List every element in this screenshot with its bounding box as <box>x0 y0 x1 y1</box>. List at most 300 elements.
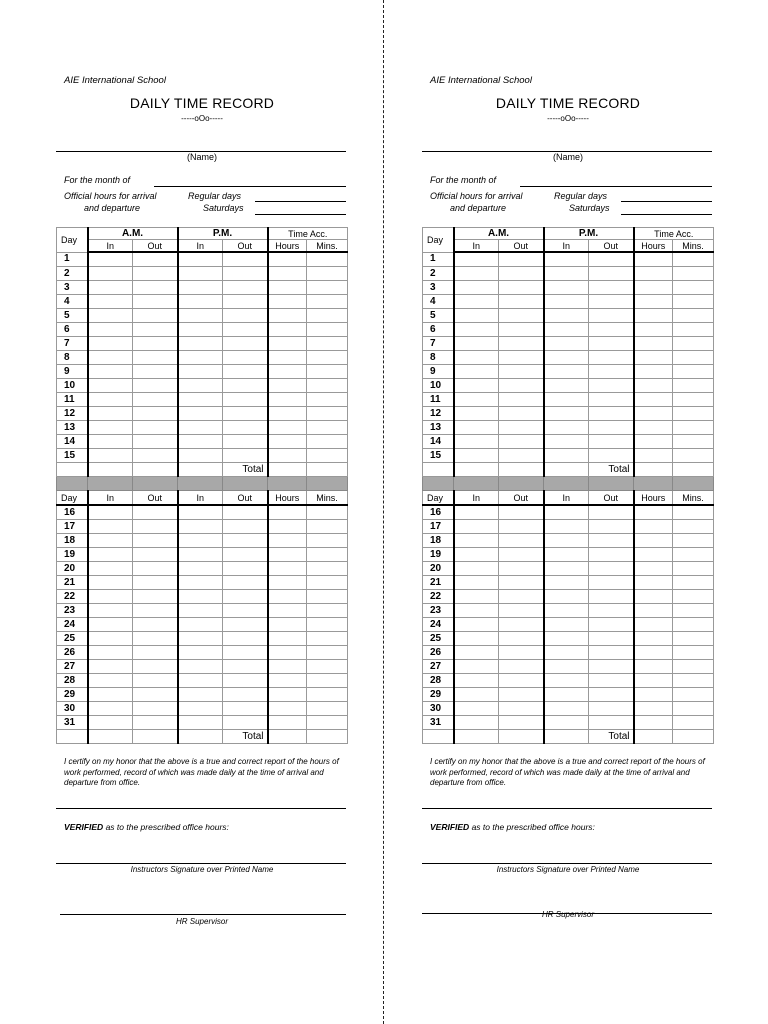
pm-out-cell[interactable] <box>223 449 268 463</box>
mins-cell[interactable] <box>673 505 714 520</box>
am-out-cell[interactable] <box>499 604 544 618</box>
hours-cell[interactable] <box>634 716 673 730</box>
am-out-cell[interactable] <box>499 421 544 435</box>
hours-cell[interactable] <box>268 281 307 295</box>
mins-cell[interactable] <box>307 337 348 351</box>
pm-in-cell[interactable] <box>544 646 589 660</box>
am-in-cell[interactable] <box>454 674 499 688</box>
hours-cell[interactable] <box>268 252 307 267</box>
am-out-cell[interactable] <box>499 590 544 604</box>
pm-in-cell[interactable] <box>544 576 589 590</box>
hours-cell[interactable] <box>268 520 307 534</box>
hours-cell[interactable] <box>268 323 307 337</box>
pm-out-cell[interactable] <box>223 534 268 548</box>
hours-cell[interactable] <box>268 267 307 281</box>
pm-out-cell[interactable] <box>223 323 268 337</box>
am-in-cell[interactable] <box>454 267 499 281</box>
pm-out-cell[interactable] <box>589 702 634 716</box>
mins-cell[interactable] <box>307 505 348 520</box>
pm-out-cell[interactable] <box>589 337 634 351</box>
pm-in-cell[interactable] <box>178 576 223 590</box>
am-in-cell[interactable] <box>88 435 133 449</box>
am-in-cell[interactable] <box>88 548 133 562</box>
pm-in-cell[interactable] <box>178 281 223 295</box>
pm-out-cell[interactable] <box>223 548 268 562</box>
mins-cell[interactable] <box>307 393 348 407</box>
pm-in-cell[interactable] <box>178 295 223 309</box>
pm-out-cell[interactable] <box>223 435 268 449</box>
mins-cell[interactable] <box>673 393 714 407</box>
pm-out-cell[interactable] <box>589 562 634 576</box>
pm-in-cell[interactable] <box>544 716 589 730</box>
pm-out-cell[interactable] <box>589 393 634 407</box>
am-out-cell[interactable] <box>133 688 178 702</box>
am-out-cell[interactable] <box>499 435 544 449</box>
hours-cell[interactable] <box>268 604 307 618</box>
hours-cell[interactable] <box>634 604 673 618</box>
am-out-cell[interactable] <box>133 576 178 590</box>
pm-out-cell[interactable] <box>223 576 268 590</box>
hours-cell[interactable] <box>634 252 673 267</box>
mins-cell[interactable] <box>673 449 714 463</box>
am-in-cell[interactable] <box>88 520 133 534</box>
am-in-cell[interactable] <box>88 646 133 660</box>
am-in-cell[interactable] <box>454 548 499 562</box>
pm-out-cell[interactable] <box>589 618 634 632</box>
am-out-cell[interactable] <box>499 323 544 337</box>
am-in-cell[interactable] <box>88 309 133 323</box>
saturdays-line[interactable] <box>255 214 346 215</box>
pm-out-cell[interactable] <box>589 351 634 365</box>
hours-cell[interactable] <box>268 337 307 351</box>
total-hours-cell[interactable] <box>634 463 673 477</box>
hours-cell[interactable] <box>634 674 673 688</box>
pm-in-cell[interactable] <box>544 267 589 281</box>
am-in-cell[interactable] <box>88 365 133 379</box>
mins-cell[interactable] <box>673 548 714 562</box>
mins-cell[interactable] <box>673 281 714 295</box>
mins-cell[interactable] <box>307 252 348 267</box>
pm-out-cell[interactable] <box>223 407 268 421</box>
am-out-cell[interactable] <box>133 674 178 688</box>
hours-cell[interactable] <box>268 688 307 702</box>
pm-out-cell[interactable] <box>589 323 634 337</box>
am-out-cell[interactable] <box>499 688 544 702</box>
mins-cell[interactable] <box>307 646 348 660</box>
pm-out-cell[interactable] <box>589 646 634 660</box>
am-in-cell[interactable] <box>454 702 499 716</box>
am-in-cell[interactable] <box>454 407 499 421</box>
am-out-cell[interactable] <box>499 534 544 548</box>
hours-cell[interactable] <box>634 618 673 632</box>
hours-cell[interactable] <box>634 646 673 660</box>
total-mins-cell[interactable] <box>673 730 714 744</box>
mins-cell[interactable] <box>307 323 348 337</box>
pm-out-cell[interactable] <box>223 660 268 674</box>
pm-out-cell[interactable] <box>589 660 634 674</box>
am-in-cell[interactable] <box>454 618 499 632</box>
pm-out-cell[interactable] <box>589 548 634 562</box>
mins-cell[interactable] <box>673 323 714 337</box>
pm-out-cell[interactable] <box>223 295 268 309</box>
am-out-cell[interactable] <box>499 520 544 534</box>
pm-in-cell[interactable] <box>178 646 223 660</box>
mins-cell[interactable] <box>673 407 714 421</box>
pm-out-cell[interactable] <box>223 646 268 660</box>
am-out-cell[interactable] <box>499 674 544 688</box>
am-out-cell[interactable] <box>133 309 178 323</box>
am-out-cell[interactable] <box>499 309 544 323</box>
mins-cell[interactable] <box>307 688 348 702</box>
am-in-cell[interactable] <box>454 295 499 309</box>
pm-out-cell[interactable] <box>223 421 268 435</box>
am-out-cell[interactable] <box>133 393 178 407</box>
pm-out-cell[interactable] <box>589 534 634 548</box>
am-in-cell[interactable] <box>454 309 499 323</box>
mins-cell[interactable] <box>673 421 714 435</box>
pm-in-cell[interactable] <box>178 548 223 562</box>
hours-cell[interactable] <box>634 393 673 407</box>
mins-cell[interactable] <box>673 660 714 674</box>
mins-cell[interactable] <box>307 632 348 646</box>
am-out-cell[interactable] <box>499 449 544 463</box>
mins-cell[interactable] <box>307 548 348 562</box>
am-in-cell[interactable] <box>88 337 133 351</box>
pm-out-cell[interactable] <box>589 688 634 702</box>
am-in-cell[interactable] <box>454 281 499 295</box>
hours-cell[interactable] <box>268 702 307 716</box>
mins-cell[interactable] <box>307 604 348 618</box>
hours-cell[interactable] <box>634 435 673 449</box>
total-hours-cell[interactable] <box>268 463 307 477</box>
pm-in-cell[interactable] <box>178 337 223 351</box>
am-out-cell[interactable] <box>133 534 178 548</box>
pm-in-cell[interactable] <box>178 407 223 421</box>
pm-in-cell[interactable] <box>178 618 223 632</box>
am-out-cell[interactable] <box>133 590 178 604</box>
pm-in-cell[interactable] <box>544 295 589 309</box>
am-out-cell[interactable] <box>133 562 178 576</box>
hours-cell[interactable] <box>268 505 307 520</box>
mins-cell[interactable] <box>307 421 348 435</box>
hours-cell[interactable] <box>268 618 307 632</box>
am-in-cell[interactable] <box>88 660 133 674</box>
pm-in-cell[interactable] <box>544 379 589 393</box>
pm-out-cell[interactable] <box>589 520 634 534</box>
pm-out-cell[interactable] <box>589 309 634 323</box>
pm-in-cell[interactable] <box>544 674 589 688</box>
pm-in-cell[interactable] <box>544 435 589 449</box>
am-out-cell[interactable] <box>133 267 178 281</box>
am-out-cell[interactable] <box>133 632 178 646</box>
mins-cell[interactable] <box>307 590 348 604</box>
pm-out-cell[interactable] <box>589 716 634 730</box>
am-out-cell[interactable] <box>499 365 544 379</box>
hours-cell[interactable] <box>268 548 307 562</box>
hours-cell[interactable] <box>634 351 673 365</box>
pm-in-cell[interactable] <box>544 632 589 646</box>
pm-out-cell[interactable] <box>223 393 268 407</box>
pm-in-cell[interactable] <box>544 534 589 548</box>
mins-cell[interactable] <box>673 267 714 281</box>
am-out-cell[interactable] <box>499 618 544 632</box>
hours-cell[interactable] <box>634 267 673 281</box>
am-in-cell[interactable] <box>454 646 499 660</box>
certify-signature-line[interactable] <box>422 808 712 809</box>
mins-cell[interactable] <box>307 351 348 365</box>
am-out-cell[interactable] <box>133 646 178 660</box>
saturdays-line[interactable] <box>621 214 712 215</box>
hours-cell[interactable] <box>268 351 307 365</box>
am-out-cell[interactable] <box>133 618 178 632</box>
mins-cell[interactable] <box>307 407 348 421</box>
pm-in-cell[interactable] <box>178 309 223 323</box>
am-in-cell[interactable] <box>454 365 499 379</box>
hours-cell[interactable] <box>634 534 673 548</box>
pm-out-cell[interactable] <box>223 379 268 393</box>
pm-in-cell[interactable] <box>178 435 223 449</box>
am-in-cell[interactable] <box>88 393 133 407</box>
pm-out-cell[interactable] <box>223 267 268 281</box>
pm-out-cell[interactable] <box>223 505 268 520</box>
hours-cell[interactable] <box>268 435 307 449</box>
mins-cell[interactable] <box>673 688 714 702</box>
pm-in-cell[interactable] <box>178 674 223 688</box>
mins-cell[interactable] <box>673 618 714 632</box>
am-out-cell[interactable] <box>499 379 544 393</box>
am-out-cell[interactable] <box>499 702 544 716</box>
mins-cell[interactable] <box>307 267 348 281</box>
hours-cell[interactable] <box>268 660 307 674</box>
am-in-cell[interactable] <box>88 562 133 576</box>
mins-cell[interactable] <box>673 632 714 646</box>
pm-in-cell[interactable] <box>544 281 589 295</box>
total-mins-cell[interactable] <box>673 463 714 477</box>
am-in-cell[interactable] <box>454 449 499 463</box>
pm-out-cell[interactable] <box>223 674 268 688</box>
mins-cell[interactable] <box>307 295 348 309</box>
pm-in-cell[interactable] <box>544 337 589 351</box>
am-in-cell[interactable] <box>454 505 499 520</box>
pm-in-cell[interactable] <box>544 702 589 716</box>
pm-out-cell[interactable] <box>589 435 634 449</box>
am-in-cell[interactable] <box>88 604 133 618</box>
am-out-cell[interactable] <box>499 295 544 309</box>
am-out-cell[interactable] <box>499 716 544 730</box>
pm-out-cell[interactable] <box>223 351 268 365</box>
am-out-cell[interactable] <box>133 702 178 716</box>
month-line[interactable] <box>154 186 346 187</box>
am-out-cell[interactable] <box>499 660 544 674</box>
mins-cell[interactable] <box>673 351 714 365</box>
pm-in-cell[interactable] <box>178 716 223 730</box>
mins-cell[interactable] <box>673 562 714 576</box>
mins-cell[interactable] <box>307 618 348 632</box>
mins-cell[interactable] <box>307 449 348 463</box>
am-in-cell[interactable] <box>454 562 499 576</box>
pm-out-cell[interactable] <box>589 407 634 421</box>
am-in-cell[interactable] <box>454 379 499 393</box>
am-out-cell[interactable] <box>133 295 178 309</box>
am-in-cell[interactable] <box>88 576 133 590</box>
pm-in-cell[interactable] <box>178 351 223 365</box>
pm-in-cell[interactable] <box>544 548 589 562</box>
hours-cell[interactable] <box>268 716 307 730</box>
hours-cell[interactable] <box>268 576 307 590</box>
am-in-cell[interactable] <box>88 590 133 604</box>
hours-cell[interactable] <box>634 449 673 463</box>
pm-in-cell[interactable] <box>544 323 589 337</box>
am-in-cell[interactable] <box>88 323 133 337</box>
total-mins-cell[interactable] <box>307 463 348 477</box>
total-mins-cell[interactable] <box>307 730 348 744</box>
pm-in-cell[interactable] <box>544 421 589 435</box>
hours-cell[interactable] <box>634 576 673 590</box>
mins-cell[interactable] <box>673 716 714 730</box>
mins-cell[interactable] <box>673 337 714 351</box>
regular-days-line[interactable] <box>621 201 712 202</box>
pm-out-cell[interactable] <box>223 252 268 267</box>
hours-cell[interactable] <box>634 562 673 576</box>
hours-cell[interactable] <box>634 520 673 534</box>
pm-out-cell[interactable] <box>223 702 268 716</box>
mins-cell[interactable] <box>673 252 714 267</box>
pm-out-cell[interactable] <box>589 421 634 435</box>
pm-in-cell[interactable] <box>544 365 589 379</box>
am-out-cell[interactable] <box>499 393 544 407</box>
mins-cell[interactable] <box>307 520 348 534</box>
am-out-cell[interactable] <box>499 646 544 660</box>
hours-cell[interactable] <box>634 632 673 646</box>
pm-out-cell[interactable] <box>589 281 634 295</box>
pm-in-cell[interactable] <box>544 562 589 576</box>
mins-cell[interactable] <box>673 702 714 716</box>
am-in-cell[interactable] <box>88 379 133 393</box>
pm-out-cell[interactable] <box>223 716 268 730</box>
hours-cell[interactable] <box>268 407 307 421</box>
pm-in-cell[interactable] <box>178 534 223 548</box>
pm-in-cell[interactable] <box>544 309 589 323</box>
hours-cell[interactable] <box>268 562 307 576</box>
mins-cell[interactable] <box>673 365 714 379</box>
am-out-cell[interactable] <box>133 548 178 562</box>
total-hours-cell[interactable] <box>634 730 673 744</box>
pm-in-cell[interactable] <box>178 421 223 435</box>
am-in-cell[interactable] <box>454 393 499 407</box>
am-in-cell[interactable] <box>454 632 499 646</box>
am-in-cell[interactable] <box>88 295 133 309</box>
hours-cell[interactable] <box>634 421 673 435</box>
hours-cell[interactable] <box>268 295 307 309</box>
mins-cell[interactable] <box>673 435 714 449</box>
mins-cell[interactable] <box>307 379 348 393</box>
am-out-cell[interactable] <box>499 252 544 267</box>
pm-out-cell[interactable] <box>223 632 268 646</box>
am-in-cell[interactable] <box>454 590 499 604</box>
am-in-cell[interactable] <box>454 688 499 702</box>
pm-out-cell[interactable] <box>223 365 268 379</box>
am-in-cell[interactable] <box>454 252 499 267</box>
mins-cell[interactable] <box>673 520 714 534</box>
mins-cell[interactable] <box>307 281 348 295</box>
pm-in-cell[interactable] <box>544 351 589 365</box>
am-out-cell[interactable] <box>499 548 544 562</box>
am-out-cell[interactable] <box>133 252 178 267</box>
mins-cell[interactable] <box>307 660 348 674</box>
am-in-cell[interactable] <box>88 252 133 267</box>
hours-cell[interactable] <box>634 295 673 309</box>
hr-signature-line[interactable] <box>60 914 346 915</box>
pm-in-cell[interactable] <box>544 520 589 534</box>
am-out-cell[interactable] <box>499 337 544 351</box>
pm-out-cell[interactable] <box>589 379 634 393</box>
pm-out-cell[interactable] <box>223 520 268 534</box>
am-out-cell[interactable] <box>133 323 178 337</box>
hours-cell[interactable] <box>268 449 307 463</box>
pm-in-cell[interactable] <box>544 407 589 421</box>
am-in-cell[interactable] <box>88 534 133 548</box>
pm-in-cell[interactable] <box>544 590 589 604</box>
mins-cell[interactable] <box>673 646 714 660</box>
hours-cell[interactable] <box>268 365 307 379</box>
hours-cell[interactable] <box>634 309 673 323</box>
mins-cell[interactable] <box>673 295 714 309</box>
mins-cell[interactable] <box>307 562 348 576</box>
pm-out-cell[interactable] <box>589 632 634 646</box>
pm-in-cell[interactable] <box>178 702 223 716</box>
pm-in-cell[interactable] <box>178 449 223 463</box>
mins-cell[interactable] <box>307 534 348 548</box>
pm-out-cell[interactable] <box>223 604 268 618</box>
am-out-cell[interactable] <box>133 351 178 365</box>
certify-signature-line[interactable] <box>56 808 346 809</box>
mins-cell[interactable] <box>307 309 348 323</box>
pm-out-cell[interactable] <box>223 337 268 351</box>
hours-cell[interactable] <box>634 505 673 520</box>
pm-out-cell[interactable] <box>589 590 634 604</box>
pm-in-cell[interactable] <box>178 632 223 646</box>
mins-cell[interactable] <box>673 604 714 618</box>
pm-in-cell[interactable] <box>178 688 223 702</box>
pm-in-cell[interactable] <box>544 449 589 463</box>
am-out-cell[interactable] <box>499 407 544 421</box>
am-out-cell[interactable] <box>499 267 544 281</box>
pm-in-cell[interactable] <box>178 379 223 393</box>
am-out-cell[interactable] <box>499 562 544 576</box>
pm-in-cell[interactable] <box>544 393 589 407</box>
pm-in-cell[interactable] <box>178 365 223 379</box>
am-out-cell[interactable] <box>499 632 544 646</box>
am-out-cell[interactable] <box>133 365 178 379</box>
am-in-cell[interactable] <box>88 449 133 463</box>
am-in-cell[interactable] <box>454 435 499 449</box>
hours-cell[interactable] <box>268 632 307 646</box>
am-in-cell[interactable] <box>454 323 499 337</box>
pm-out-cell[interactable] <box>589 267 634 281</box>
pm-out-cell[interactable] <box>589 295 634 309</box>
am-in-cell[interactable] <box>454 351 499 365</box>
am-in-cell[interactable] <box>454 520 499 534</box>
am-in-cell[interactable] <box>454 534 499 548</box>
am-in-cell[interactable] <box>454 716 499 730</box>
mins-cell[interactable] <box>673 309 714 323</box>
am-in-cell[interactable] <box>88 688 133 702</box>
pm-out-cell[interactable] <box>589 365 634 379</box>
instructor-signature-line[interactable] <box>422 863 712 864</box>
hours-cell[interactable] <box>268 393 307 407</box>
instructor-signature-line[interactable] <box>56 863 346 864</box>
am-out-cell[interactable] <box>499 576 544 590</box>
